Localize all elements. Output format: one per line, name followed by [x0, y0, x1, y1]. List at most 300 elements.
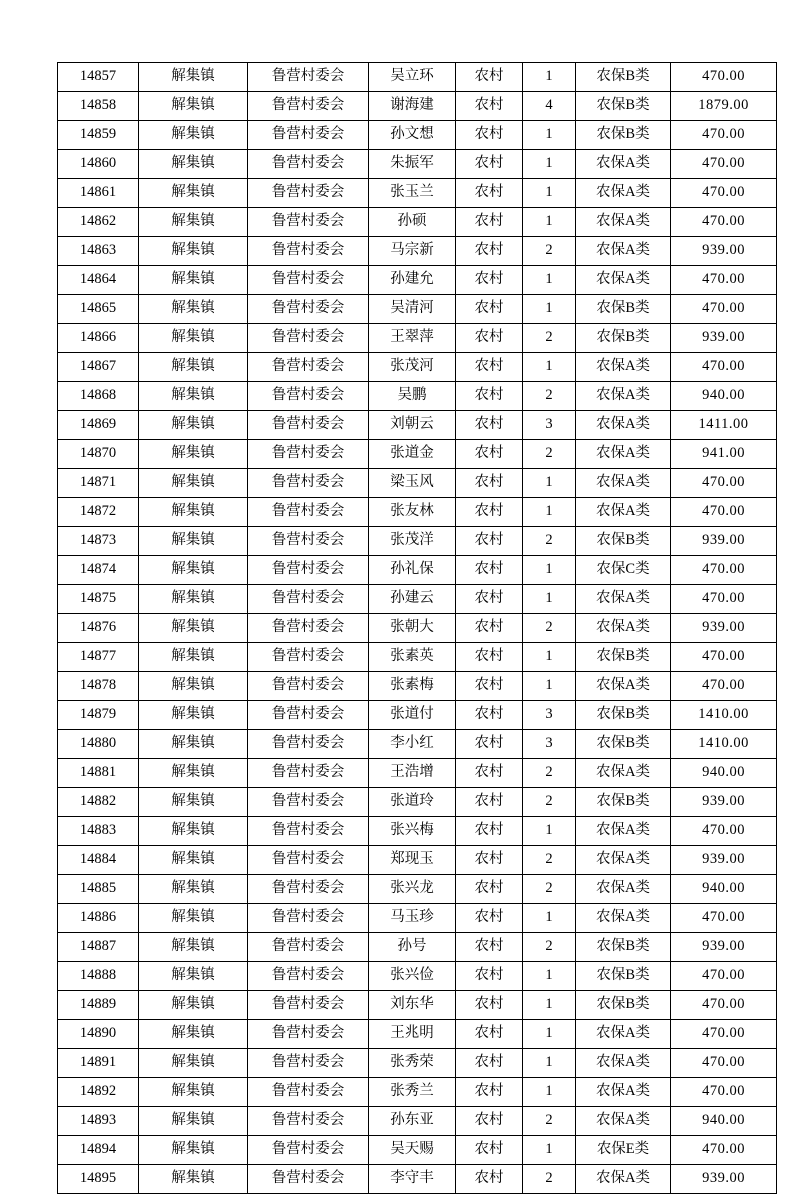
cell-village: 鲁营村委会: [248, 498, 369, 527]
cell-household-type: 农村: [456, 1107, 523, 1136]
cell-count: 2: [523, 440, 576, 469]
cell-town: 解集镇: [139, 875, 248, 904]
cell-name: 张素英: [369, 643, 456, 672]
cell-town: 解集镇: [139, 324, 248, 353]
cell-town: 解集镇: [139, 730, 248, 759]
cell-category: 农保A类: [576, 469, 671, 498]
cell-town: 解集镇: [139, 527, 248, 556]
cell-category: 农保A类: [576, 150, 671, 179]
cell-household-type: 农村: [456, 121, 523, 150]
cell-household-type: 农村: [456, 179, 523, 208]
cell-village: 鲁营村委会: [248, 1165, 369, 1194]
cell-amount: 470.00: [671, 150, 777, 179]
cell-count: 3: [523, 701, 576, 730]
cell-household-type: 农村: [456, 150, 523, 179]
cell-name: 张玉兰: [369, 179, 456, 208]
table-row: [58, 1165, 777, 1194]
cell-amount: 939.00: [671, 933, 777, 962]
cell-household-type: 农村: [456, 498, 523, 527]
cell-category: 农保A类: [576, 208, 671, 237]
cell-household-type: 农村: [456, 962, 523, 991]
cell-name: 张秀兰: [369, 1078, 456, 1107]
cell-id: 14882: [58, 788, 139, 817]
cell-name: 张朝大: [369, 614, 456, 643]
cell-id: 14886: [58, 904, 139, 933]
cell-name: 吴天赐: [369, 1136, 456, 1165]
cell-category: 农保B类: [576, 295, 671, 324]
cell-id: 14890: [58, 1020, 139, 1049]
table-row: [58, 527, 777, 556]
cell-household-type: 农村: [456, 266, 523, 295]
cell-household-type: 农村: [456, 614, 523, 643]
cell-village: 鲁营村委会: [248, 556, 369, 585]
cell-town: 解集镇: [139, 933, 248, 962]
cell-count: 1: [523, 904, 576, 933]
cell-count: 1: [523, 962, 576, 991]
cell-name: 朱振军: [369, 150, 456, 179]
cell-amount: 470.00: [671, 266, 777, 295]
cell-amount: 940.00: [671, 875, 777, 904]
cell-village: 鲁营村委会: [248, 63, 369, 92]
cell-count: 1: [523, 353, 576, 382]
cell-village: 鲁营村委会: [248, 672, 369, 701]
cell-count: 2: [523, 237, 576, 266]
cell-amount: 939.00: [671, 237, 777, 266]
cell-town: 解集镇: [139, 237, 248, 266]
table-row: [58, 63, 777, 92]
cell-household-type: 农村: [456, 92, 523, 121]
cell-count: 2: [523, 614, 576, 643]
cell-category: 农保A类: [576, 411, 671, 440]
cell-id: 14894: [58, 1136, 139, 1165]
cell-amount: 940.00: [671, 759, 777, 788]
cell-count: 1: [523, 295, 576, 324]
cell-amount: 939.00: [671, 614, 777, 643]
cell-town: 解集镇: [139, 179, 248, 208]
cell-household-type: 农村: [456, 411, 523, 440]
cell-village: 鲁营村委会: [248, 527, 369, 556]
cell-amount: 470.00: [671, 63, 777, 92]
cell-count: 1: [523, 1020, 576, 1049]
cell-amount: 939.00: [671, 788, 777, 817]
cell-name: 张兴梅: [369, 817, 456, 846]
cell-village: 鲁营村委会: [248, 614, 369, 643]
cell-household-type: 农村: [456, 788, 523, 817]
cell-count: 2: [523, 759, 576, 788]
cell-count: 1: [523, 643, 576, 672]
table-row: [58, 933, 777, 962]
cell-name: 谢海建: [369, 92, 456, 121]
cell-village: 鲁营村委会: [248, 237, 369, 266]
cell-id: 14862: [58, 208, 139, 237]
cell-name: 王浩增: [369, 759, 456, 788]
cell-id: 14864: [58, 266, 139, 295]
cell-count: 2: [523, 933, 576, 962]
cell-category: 农保B类: [576, 788, 671, 817]
cell-household-type: 农村: [456, 759, 523, 788]
cell-category: 农保A类: [576, 1049, 671, 1078]
cell-town: 解集镇: [139, 266, 248, 295]
cell-town: 解集镇: [139, 643, 248, 672]
cell-village: 鲁营村委会: [248, 440, 369, 469]
cell-name: 孙东亚: [369, 1107, 456, 1136]
cell-id: 14871: [58, 469, 139, 498]
cell-village: 鲁营村委会: [248, 92, 369, 121]
cell-id: 14883: [58, 817, 139, 846]
cell-category: 农保B类: [576, 121, 671, 150]
cell-town: 解集镇: [139, 672, 248, 701]
cell-household-type: 农村: [456, 208, 523, 237]
cell-category: 农保B类: [576, 701, 671, 730]
cell-household-type: 农村: [456, 933, 523, 962]
cell-category: 农保A类: [576, 672, 671, 701]
table-row: [58, 846, 777, 875]
table-row: [58, 701, 777, 730]
table-row: [58, 1107, 777, 1136]
cell-household-type: 农村: [456, 469, 523, 498]
cell-category: 农保A类: [576, 440, 671, 469]
table-row: [58, 962, 777, 991]
cell-household-type: 农村: [456, 875, 523, 904]
table-row: [58, 991, 777, 1020]
cell-id: 14888: [58, 962, 139, 991]
cell-category: 农保C类: [576, 556, 671, 585]
table-row: [58, 730, 777, 759]
cell-id: 14859: [58, 121, 139, 150]
cell-amount: 939.00: [671, 527, 777, 556]
cell-category: 农保B类: [576, 730, 671, 759]
cell-count: 2: [523, 324, 576, 353]
cell-household-type: 农村: [456, 237, 523, 266]
cell-id: 14881: [58, 759, 139, 788]
table-row: [58, 759, 777, 788]
cell-category: 农保A类: [576, 1165, 671, 1194]
cell-count: 1: [523, 585, 576, 614]
cell-id: 14889: [58, 991, 139, 1020]
cell-town: 解集镇: [139, 788, 248, 817]
table-row: [58, 614, 777, 643]
cell-amount: 1410.00: [671, 730, 777, 759]
cell-household-type: 农村: [456, 991, 523, 1020]
cell-count: 1: [523, 121, 576, 150]
cell-town: 解集镇: [139, 701, 248, 730]
table-row: [58, 324, 777, 353]
cell-amount: 470.00: [671, 1020, 777, 1049]
cell-village: 鲁营村委会: [248, 933, 369, 962]
cell-name: 张道付: [369, 701, 456, 730]
cell-name: 梁玉风: [369, 469, 456, 498]
cell-amount: 470.00: [671, 817, 777, 846]
cell-category: 农保A类: [576, 382, 671, 411]
table-row: [58, 1049, 777, 1078]
cell-household-type: 农村: [456, 1165, 523, 1194]
cell-village: 鲁营村委会: [248, 121, 369, 150]
cell-count: 1: [523, 266, 576, 295]
cell-id: 14885: [58, 875, 139, 904]
cell-amount: 470.00: [671, 991, 777, 1020]
cell-name: 孙建允: [369, 266, 456, 295]
cell-town: 解集镇: [139, 469, 248, 498]
cell-count: 2: [523, 382, 576, 411]
cell-id: 14879: [58, 701, 139, 730]
cell-category: 农保B类: [576, 962, 671, 991]
cell-amount: 470.00: [671, 1049, 777, 1078]
cell-household-type: 农村: [456, 904, 523, 933]
cell-name: 李小红: [369, 730, 456, 759]
cell-count: 3: [523, 411, 576, 440]
cell-amount: 939.00: [671, 846, 777, 875]
cell-id: 14887: [58, 933, 139, 962]
cell-amount: 939.00: [671, 1165, 777, 1194]
cell-amount: 470.00: [671, 469, 777, 498]
cell-household-type: 农村: [456, 846, 523, 875]
cell-amount: 470.00: [671, 643, 777, 672]
cell-id: 14893: [58, 1107, 139, 1136]
cell-village: 鲁营村委会: [248, 266, 369, 295]
cell-village: 鲁营村委会: [248, 991, 369, 1020]
table-row: [58, 382, 777, 411]
cell-name: 刘东华: [369, 991, 456, 1020]
cell-town: 解集镇: [139, 1049, 248, 1078]
cell-amount: 470.00: [671, 1078, 777, 1107]
cell-town: 解集镇: [139, 817, 248, 846]
cell-village: 鲁营村委会: [248, 353, 369, 382]
cell-count: 2: [523, 1107, 576, 1136]
cell-amount: 1411.00: [671, 411, 777, 440]
cell-id: 14876: [58, 614, 139, 643]
cell-id: 14891: [58, 1049, 139, 1078]
cell-household-type: 农村: [456, 672, 523, 701]
table-row: [58, 237, 777, 266]
table-row: [58, 788, 777, 817]
cell-count: 1: [523, 672, 576, 701]
cell-household-type: 农村: [456, 295, 523, 324]
cell-count: 1: [523, 469, 576, 498]
cell-household-type: 农村: [456, 701, 523, 730]
cell-amount: 470.00: [671, 498, 777, 527]
cell-town: 解集镇: [139, 208, 248, 237]
cell-id: 14872: [58, 498, 139, 527]
cell-amount: 940.00: [671, 1107, 777, 1136]
cell-town: 解集镇: [139, 498, 248, 527]
cell-amount: 940.00: [671, 382, 777, 411]
cell-id: 14868: [58, 382, 139, 411]
cell-id: 14867: [58, 353, 139, 382]
table-row: [58, 1136, 777, 1165]
cell-town: 解集镇: [139, 846, 248, 875]
table-row: [58, 92, 777, 121]
cell-count: 1: [523, 1078, 576, 1107]
cell-name: 张茂洋: [369, 527, 456, 556]
cell-name: 吴鹏: [369, 382, 456, 411]
cell-village: 鲁营村委会: [248, 962, 369, 991]
cell-town: 解集镇: [139, 759, 248, 788]
cell-village: 鲁营村委会: [248, 295, 369, 324]
cell-category: 农保A类: [576, 266, 671, 295]
cell-count: 2: [523, 788, 576, 817]
cell-town: 解集镇: [139, 1020, 248, 1049]
cell-category: 农保B类: [576, 92, 671, 121]
cell-name: 张素梅: [369, 672, 456, 701]
cell-name: 吴立环: [369, 63, 456, 92]
cell-name: 郑现玉: [369, 846, 456, 875]
cell-category: 农保A类: [576, 904, 671, 933]
cell-count: 1: [523, 1049, 576, 1078]
cell-id: 14863: [58, 237, 139, 266]
table-row: [58, 585, 777, 614]
cell-category: 农保A类: [576, 237, 671, 266]
cell-name: 马玉珍: [369, 904, 456, 933]
table-row: [58, 498, 777, 527]
cell-id: 14874: [58, 556, 139, 585]
cell-town: 解集镇: [139, 614, 248, 643]
cell-household-type: 农村: [456, 817, 523, 846]
cell-amount: 1410.00: [671, 701, 777, 730]
cell-id: 14880: [58, 730, 139, 759]
cell-household-type: 农村: [456, 556, 523, 585]
cell-count: 1: [523, 63, 576, 92]
cell-name: 马宗新: [369, 237, 456, 266]
cell-id: 14865: [58, 295, 139, 324]
cell-name: 吴清河: [369, 295, 456, 324]
cell-household-type: 农村: [456, 730, 523, 759]
table-row: [58, 179, 777, 208]
cell-household-type: 农村: [456, 643, 523, 672]
cell-village: 鲁营村委会: [248, 469, 369, 498]
cell-town: 解集镇: [139, 150, 248, 179]
cell-id: 14869: [58, 411, 139, 440]
cell-category: 农保A类: [576, 759, 671, 788]
cell-amount: 470.00: [671, 1136, 777, 1165]
cell-category: 农保A类: [576, 875, 671, 904]
cell-category: 农保B类: [576, 643, 671, 672]
cell-village: 鲁营村委会: [248, 904, 369, 933]
table-row: [58, 817, 777, 846]
cell-town: 解集镇: [139, 585, 248, 614]
table-row: [58, 440, 777, 469]
cell-category: 农保A类: [576, 353, 671, 382]
cell-village: 鲁营村委会: [248, 1049, 369, 1078]
table-row: [58, 556, 777, 585]
cell-id: 14866: [58, 324, 139, 353]
cell-name: 张兴龙: [369, 875, 456, 904]
cell-name: 张秀荣: [369, 1049, 456, 1078]
cell-village: 鲁营村委会: [248, 846, 369, 875]
cell-town: 解集镇: [139, 121, 248, 150]
cell-count: 1: [523, 991, 576, 1020]
cell-village: 鲁营村委会: [248, 701, 369, 730]
cell-town: 解集镇: [139, 411, 248, 440]
cell-id: 14875: [58, 585, 139, 614]
cell-amount: 470.00: [671, 585, 777, 614]
cell-category: 农保B类: [576, 63, 671, 92]
cell-count: 1: [523, 208, 576, 237]
cell-household-type: 农村: [456, 353, 523, 382]
cell-town: 解集镇: [139, 63, 248, 92]
cell-village: 鲁营村委会: [248, 585, 369, 614]
cell-amount: 1879.00: [671, 92, 777, 121]
cell-household-type: 农村: [456, 1136, 523, 1165]
table-row: [58, 295, 777, 324]
cell-household-type: 农村: [456, 527, 523, 556]
cell-household-type: 农村: [456, 1020, 523, 1049]
cell-id: 14857: [58, 63, 139, 92]
cell-village: 鲁营村委会: [248, 730, 369, 759]
cell-category: 农保A类: [576, 614, 671, 643]
cell-village: 鲁营村委会: [248, 788, 369, 817]
cell-village: 鲁营村委会: [248, 1136, 369, 1165]
cell-amount: 470.00: [671, 672, 777, 701]
table-row: [58, 150, 777, 179]
cell-village: 鲁营村委会: [248, 1107, 369, 1136]
cell-village: 鲁营村委会: [248, 150, 369, 179]
cell-category: 农保A类: [576, 1020, 671, 1049]
cell-name: 张茂河: [369, 353, 456, 382]
cell-count: 1: [523, 556, 576, 585]
cell-town: 解集镇: [139, 904, 248, 933]
cell-village: 鲁营村委会: [248, 411, 369, 440]
cell-amount: 470.00: [671, 353, 777, 382]
cell-village: 鲁营村委会: [248, 875, 369, 904]
cell-name: 刘朝云: [369, 411, 456, 440]
cell-town: 解集镇: [139, 1078, 248, 1107]
cell-category: 农保E类: [576, 1136, 671, 1165]
table-row: [58, 875, 777, 904]
cell-category: 农保A类: [576, 1078, 671, 1107]
cell-id: 14861: [58, 179, 139, 208]
cell-town: 解集镇: [139, 962, 248, 991]
cell-town: 解集镇: [139, 1136, 248, 1165]
cell-town: 解集镇: [139, 92, 248, 121]
cell-count: 2: [523, 846, 576, 875]
cell-id: 14884: [58, 846, 139, 875]
cell-town: 解集镇: [139, 353, 248, 382]
cell-name: 孙礼保: [369, 556, 456, 585]
cell-category: 农保A类: [576, 846, 671, 875]
cell-category: 农保A类: [576, 817, 671, 846]
cell-category: 农保B类: [576, 527, 671, 556]
cell-count: 1: [523, 150, 576, 179]
cell-household-type: 农村: [456, 1049, 523, 1078]
cell-amount: 470.00: [671, 295, 777, 324]
cell-category: 农保B类: [576, 933, 671, 962]
cell-amount: 470.00: [671, 962, 777, 991]
table-row: [58, 353, 777, 382]
table-row: [58, 672, 777, 701]
cell-name: 孙硕: [369, 208, 456, 237]
cell-name: 王兆明: [369, 1020, 456, 1049]
table-row: [58, 1020, 777, 1049]
cell-village: 鲁营村委会: [248, 179, 369, 208]
table-row: [58, 121, 777, 150]
cell-village: 鲁营村委会: [248, 1020, 369, 1049]
cell-name: 张道金: [369, 440, 456, 469]
cell-name: 孙建云: [369, 585, 456, 614]
cell-village: 鲁营村委会: [248, 208, 369, 237]
cell-amount: 470.00: [671, 208, 777, 237]
cell-count: 3: [523, 730, 576, 759]
cell-name: 张道玲: [369, 788, 456, 817]
cell-id: 14873: [58, 527, 139, 556]
cell-household-type: 农村: [456, 1078, 523, 1107]
table-row: [58, 469, 777, 498]
cell-town: 解集镇: [139, 440, 248, 469]
cell-amount: 470.00: [671, 904, 777, 933]
table-row: [58, 1078, 777, 1107]
cell-amount: 939.00: [671, 324, 777, 353]
cell-name: 孙文想: [369, 121, 456, 150]
cell-village: 鲁营村委会: [248, 643, 369, 672]
